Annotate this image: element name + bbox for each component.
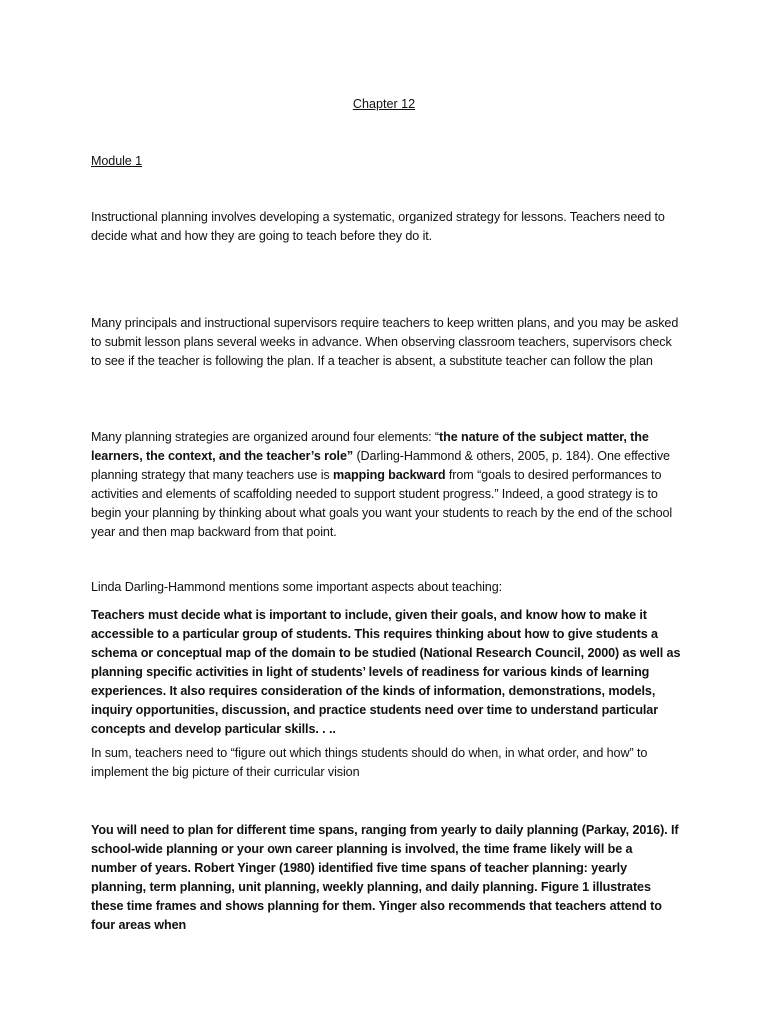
module-heading: Module 1 xyxy=(91,154,143,168)
paragraph-in-sum: In sum, teachers need to “figure out which things students should do when, in what order, and how” to implement the big picture of their curricular vision xyxy=(91,746,648,779)
paragraph-planning-strategies xyxy=(91,428,681,542)
paragraph-written-plans: Many principals and instructional supervisors require teachers to keep written plans, and you may be asked to submit lesson plans several weeks in advance. When observing classroom teachers, supervisors check to see if the teacher is following the plan. If a teacher is absent, a substitute teacher can follow the plan xyxy=(91,316,679,368)
text-span: (Darling-Hammond & others, 2005, p. 184). One effective planning strategy that many teachers use is xyxy=(91,449,670,482)
chapter-title: Chapter 12 xyxy=(352,97,416,111)
paragraph-time-spans: You will need to plan for different time spans, ranging from yearly to daily planning (Parkay, 2016). If school-wide planning or your own career planning is involved, the time frame likely will be a number of years. Robert Yinger (1980) identified five time spans of teacher planning: yearly planning, term planning, unit planning, weekly planning, and daily planning. Figure 1 illustrates these time frames and shows planning for them. Yinger also recommends that teachers attend to four areas when xyxy=(91,823,679,932)
bold-quote: the nature of the subject matter, the learners, the context, and the teacher’s role” xyxy=(91,430,649,463)
paragraph-darling-hammond-intro: Linda Darling-Hammond mentions some important aspects about teaching: xyxy=(91,580,503,594)
bold-term: mapping backward xyxy=(333,468,446,482)
text-span: Many planning strategies are organized around four elements: “ xyxy=(91,430,440,444)
text-span: from “goals to desired performances to activities and elements of scaffolding needed to support student progress.” Indeed, a good strategy is to begin your planning by thinking about what goals you want your students to reach by the end of the school year and then map backward from that point. xyxy=(91,468,673,539)
block-quote-darling-hammond: Teachers must decide what is important to include, given their goals, and know how to make it accessible to a particular group of students. This requires thinking about how to give students a schema or conceptual map of the domain to be studied (National Research Council, 2000) as well as planning specific activities in light of students’ levels of readiness for various kinds of learning experiences. It also requires consideration of the kinds of information, demonstrations, models, inquiry opportunities, discussion, and practice students need over time to understand particular concepts and develop particular skills. . .. xyxy=(91,608,681,736)
paragraph-instructional-planning: Instructional planning involves developing a systematic, organized strategy for lessons. Teachers need to decide what and how they are going to teach before they do it. xyxy=(91,210,665,243)
